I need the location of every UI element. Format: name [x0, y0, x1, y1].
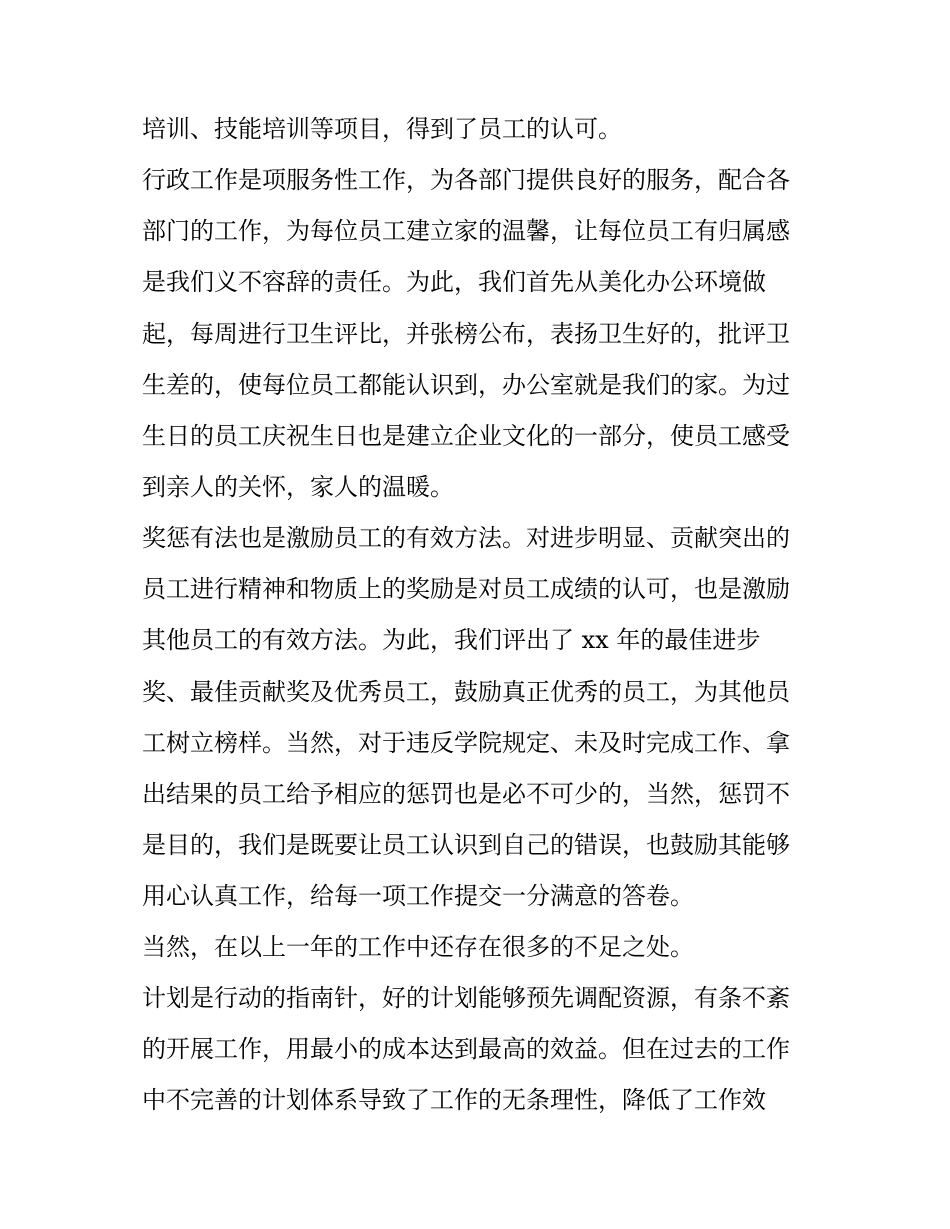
text-line: 生日的员工庆祝生日也是建立企业文化的一部分，使员工感受	[142, 422, 790, 450]
text-line: 用心认真工作，给每一项工作提交一分满意的答卷。	[142, 882, 694, 910]
text-line: 计划是行动的指南针，好的计划能够预先调配资源，有条不紊	[142, 984, 790, 1012]
text-line: 出结果的员工给予相应的惩罚也是必不可少的，当然，惩罚不	[142, 780, 790, 808]
text-line: 奖惩有法也是激励员工的有效方法。对进步明显、贡献突出的	[142, 524, 790, 552]
text-line: 中不完善的计划体系导致了工作的无条理性，降低了工作效	[142, 1086, 766, 1114]
text-line: 奖、最佳贡献奖及优秀员工，鼓励真正优秀的员工，为其他员	[142, 678, 790, 706]
text-line: 工树立榜样。当然，对于违反学院规定、未及时完成工作、拿	[142, 729, 790, 757]
text-line: 其他员工的有效方法。为此，我们评出了 xx 年的最佳进步	[142, 626, 761, 654]
text-line: 起，每周进行卫生评比，并张榜公布，表扬卫生好的，批评卫	[142, 320, 790, 348]
text-line: 员工进行精神和物质上的奖励是对员工成绩的认可，也是激励	[142, 575, 790, 603]
text-line: 生差的，使每位员工都能认识到，办公室就是我们的家。为过	[142, 371, 790, 399]
text-line: 当然，在以上一年的工作中还存在很多的不足之处。	[142, 933, 694, 961]
text-line: 行政工作是项服务性工作，为各部门提供良好的服务，配合各	[142, 166, 790, 194]
text-line: 部门的工作，为每位员工建立家的温馨，让每位员工有归属感	[142, 217, 790, 245]
text-line: 的开展工作，用最小的成本达到最高的效益。但在过去的工作	[142, 1035, 790, 1063]
text-line: 培训、技能培训等项目，得到了员工的认可。	[142, 115, 622, 143]
text-line: 是我们义不容辞的责任。为此，我们首先从美化办公环境做	[142, 268, 766, 296]
text-line: 到亲人的关怀，家人的温暖。	[142, 473, 454, 501]
text-line: 是目的，我们是既要让员工认识到自己的错误，也鼓励其能够	[142, 831, 790, 859]
